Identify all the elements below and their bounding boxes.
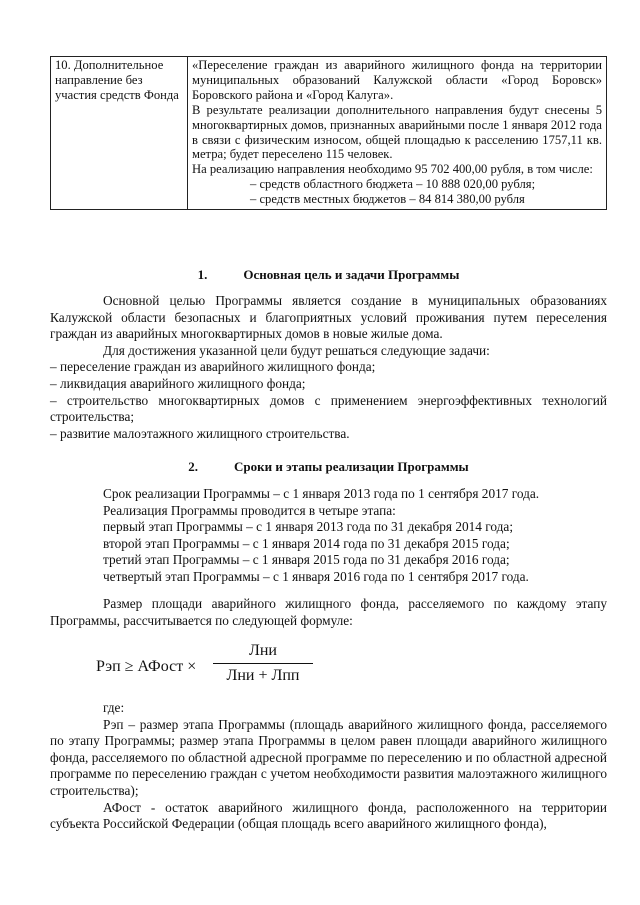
direction-description-cell xyxy=(188,57,607,210)
tasks-lead: Для достижения указанной цели будут решаться следующие задачи: xyxy=(103,342,490,358)
definitions xyxy=(50,700,607,833)
section2-number: 2. xyxy=(188,459,199,474)
direction-funding-paragraph: На реализацию направления необходимо 95 702 400,00 рубля, в том числе: xyxy=(192,162,593,177)
formula-numerator: Лни xyxy=(249,642,277,659)
task-item: – строительство многоквартирных домов с применением энергоэффективных технологий строительства; xyxy=(50,392,607,425)
formula-lhs: Рэп ≥ АФост × xyxy=(96,658,197,675)
stage-line: четвертый этап Программы – с 1 января 2016 года по 1 сентября 2017 года. xyxy=(103,568,529,584)
stage-line: Срок реализации Программы – с 1 января 2013 года по 1 сентября 2017 года. xyxy=(103,486,540,501)
direction-result-paragraph: В результате реализации дополнительного направления будут снесены 5 многоквартирных домов, признанных аварийными после 1 января 2012 года в связи с физическим износом, общей площадью к расселению 1757,11 кв. метра; будет переселено 115 человек. xyxy=(192,102,602,162)
section1-heading xyxy=(50,267,607,283)
formula-intro xyxy=(50,596,607,629)
funding-local-item: – средств местных бюджетов – 84 814 380,00 рубля xyxy=(250,192,525,207)
where-label: где: xyxy=(103,700,125,715)
task-item: – ликвидация аварийного жилищного фонда; xyxy=(50,375,306,391)
formula-denominator: Лни + Лпп xyxy=(226,667,300,684)
fraction-bar xyxy=(213,663,313,664)
stage-line: третий этап Программы – с 1 января 2015 года по 31 декабря 2016 года; xyxy=(103,552,510,568)
stage-line: первый этап Программы – с 1 января 2013 года по 31 декабря 2014 года; xyxy=(103,519,514,535)
direction-title-paragraph: «Переселение граждан из аварийного жилищного фонда на территории муниципальных образований Калужской области «Город Боровск» Боровского района и «Город Калуга». xyxy=(192,58,602,102)
formula-fraction xyxy=(213,640,313,687)
section2-heading xyxy=(50,459,607,475)
section2-title: Сроки и этапы реализации Программы xyxy=(234,459,469,474)
section2-stages xyxy=(50,486,607,586)
section1-number: 1. xyxy=(197,267,208,282)
goal-paragraph: Основной целью Программы является создание в муниципальных образованиях Калужской области безопасных и благоприятных условий проживания путем переселения граждан из аварийных многоквартирных домов в новые жилые дома. xyxy=(50,293,607,342)
direction-table xyxy=(50,56,607,210)
task-item: – развитие малоэтажного жилищного строительства. xyxy=(50,425,350,441)
definition-rep: Рэп – размер этапа Программы (площадь аварийного жилищного фонда, расселяемого по этапу Программы; размер этапа Программы в целом равен площади аварийного жилищного фонда, расселяемого по областной адресной программе по переселению и по областной адресной программе по переселению граждан с учетом необходимости развития малоэтажного жилищного строительства); xyxy=(50,716,607,798)
funding-regional-item: – средств областного бюджета – 10 888 020,00 рубля; xyxy=(250,177,536,192)
direction-label-cell xyxy=(51,57,188,210)
table-row xyxy=(51,57,607,210)
section1-title: Основная цель и задачи Программы xyxy=(243,267,460,282)
task-item: – переселение граждан из аварийного жилищного фонда; xyxy=(50,359,376,375)
section1-body xyxy=(50,293,607,442)
formula-intro-paragraph: Размер площади аварийного жилищного фонда, расселяемого по каждому этапу Программы, рассчитывается по следующей формуле: xyxy=(50,596,607,628)
direction-label: 10. Дополнительное направление без участия средств Фонда xyxy=(55,58,179,102)
stage-line: второй этап Программы – с 1 января 2014 года по 31 декабря 2015 года; xyxy=(103,535,510,551)
definition-afost: АФост - остаток аварийного жилищного фонда, расположенного на территории субъекта Российской Федерации (общая площадь всего аварийного жилищного фонда), xyxy=(50,799,607,832)
stage-line: Реализация Программы проводится в четыре этапа: xyxy=(103,502,396,518)
